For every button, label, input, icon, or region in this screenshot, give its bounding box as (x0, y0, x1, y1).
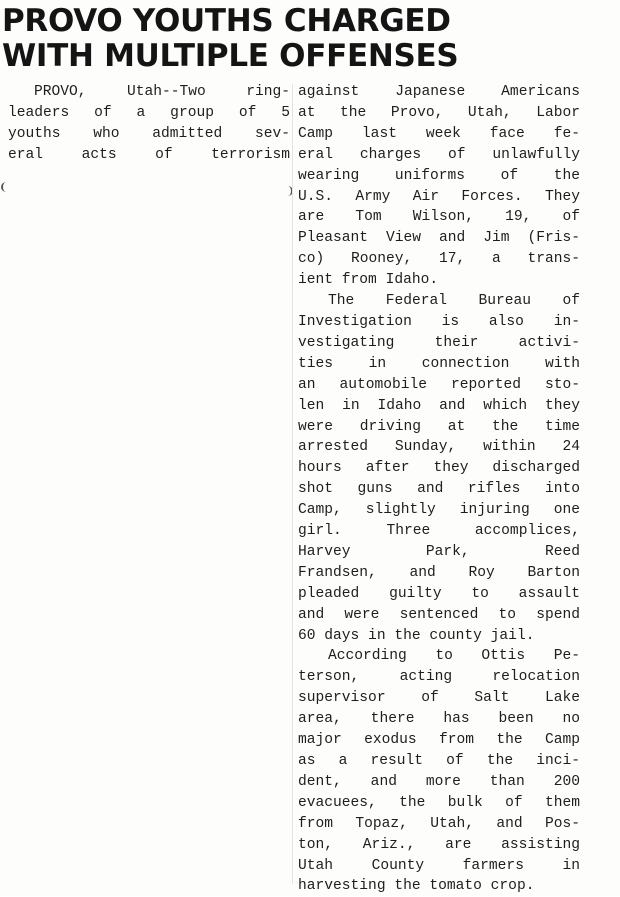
text-line: girl. Three accomplices, (298, 523, 580, 540)
text-line: an automobile reported sto- (298, 376, 580, 393)
text-line: youths who admitted sev- (8, 125, 290, 142)
text-line: PROVO, Utah--Two ring- (34, 84, 290, 100)
text-line: shot guns and rifles into (298, 481, 580, 498)
text-line: were driving at the time (298, 418, 580, 435)
text-line: terson, acting relocation (298, 669, 580, 686)
text-line: as a result of the inci- (298, 753, 580, 769)
text-line: against Japanese Americans (298, 84, 580, 100)
article-column-right (298, 82, 580, 897)
text-line: pleaded guilty to assault (298, 585, 580, 602)
paper-edge-mark (1, 182, 7, 192)
text-line: Camp last week face fe- (298, 125, 580, 142)
text-line: Pleasant View and Jim (Fris- (298, 230, 580, 247)
headline-line-1: PROVO YOUTHS CHARGED (2, 3, 451, 39)
text-line: are Tom Wilson, 19, of (298, 209, 580, 226)
text-line: area, there has been no (298, 711, 580, 728)
headline-line-2: WITH MULTIPLE OFFENSES (2, 38, 459, 74)
text-line: ient from Idaho. (298, 272, 439, 289)
text-line: eral charges of unlawfully (298, 146, 580, 163)
text-line: harvesting the tomato crop. (298, 878, 535, 895)
text-line: ties in connection with (298, 355, 580, 372)
text-line: hours after they discharged (298, 460, 580, 477)
text-line: dent, and more than 200 (298, 773, 580, 790)
text-line: and were sentenced to spend (298, 606, 580, 623)
article-column-left (8, 82, 290, 166)
text-line: eral acts of terrorism (8, 146, 290, 163)
text-line: len in Idaho and which they (298, 397, 580, 414)
text-line: major exodus from the Camp (298, 732, 580, 749)
text-line: co) Rooney, 17, a trans- (298, 251, 580, 268)
text-line: Frandsen, and Roy Barton (298, 564, 580, 581)
column-divider (292, 84, 293, 884)
text-line: supervisor of Salt Lake (298, 690, 580, 707)
text-line: arrested Sunday, within 24 (298, 439, 580, 456)
text-line: evacuees, the bulk of them (298, 794, 580, 811)
text-line: at the Provo, Utah, Labor (298, 104, 580, 121)
text-line: According to Ottis Pe- (328, 648, 580, 665)
text-line: from Topaz, Utah, and Pos- (298, 815, 580, 832)
text-line: vestigating their activi- (298, 334, 580, 351)
text-line: U.S. Army Air Forces. They (298, 188, 580, 205)
text-line: Camp, slightly injuring one (298, 502, 580, 519)
headline (2, 4, 602, 74)
text-line: wearing uniforms of the (298, 167, 580, 184)
text-line: The Federal Bureau of (328, 293, 580, 310)
text-line: ton, Ariz., are assisting (298, 836, 580, 853)
text-line: Harvey Park, Reed (298, 543, 580, 560)
text-line: Utah County farmers in (298, 857, 580, 874)
text-line: Investigation is also in- (298, 313, 580, 330)
text-line: leaders of a group of 5 (8, 104, 290, 121)
text-line: 60 days in the county jail. (298, 627, 535, 644)
